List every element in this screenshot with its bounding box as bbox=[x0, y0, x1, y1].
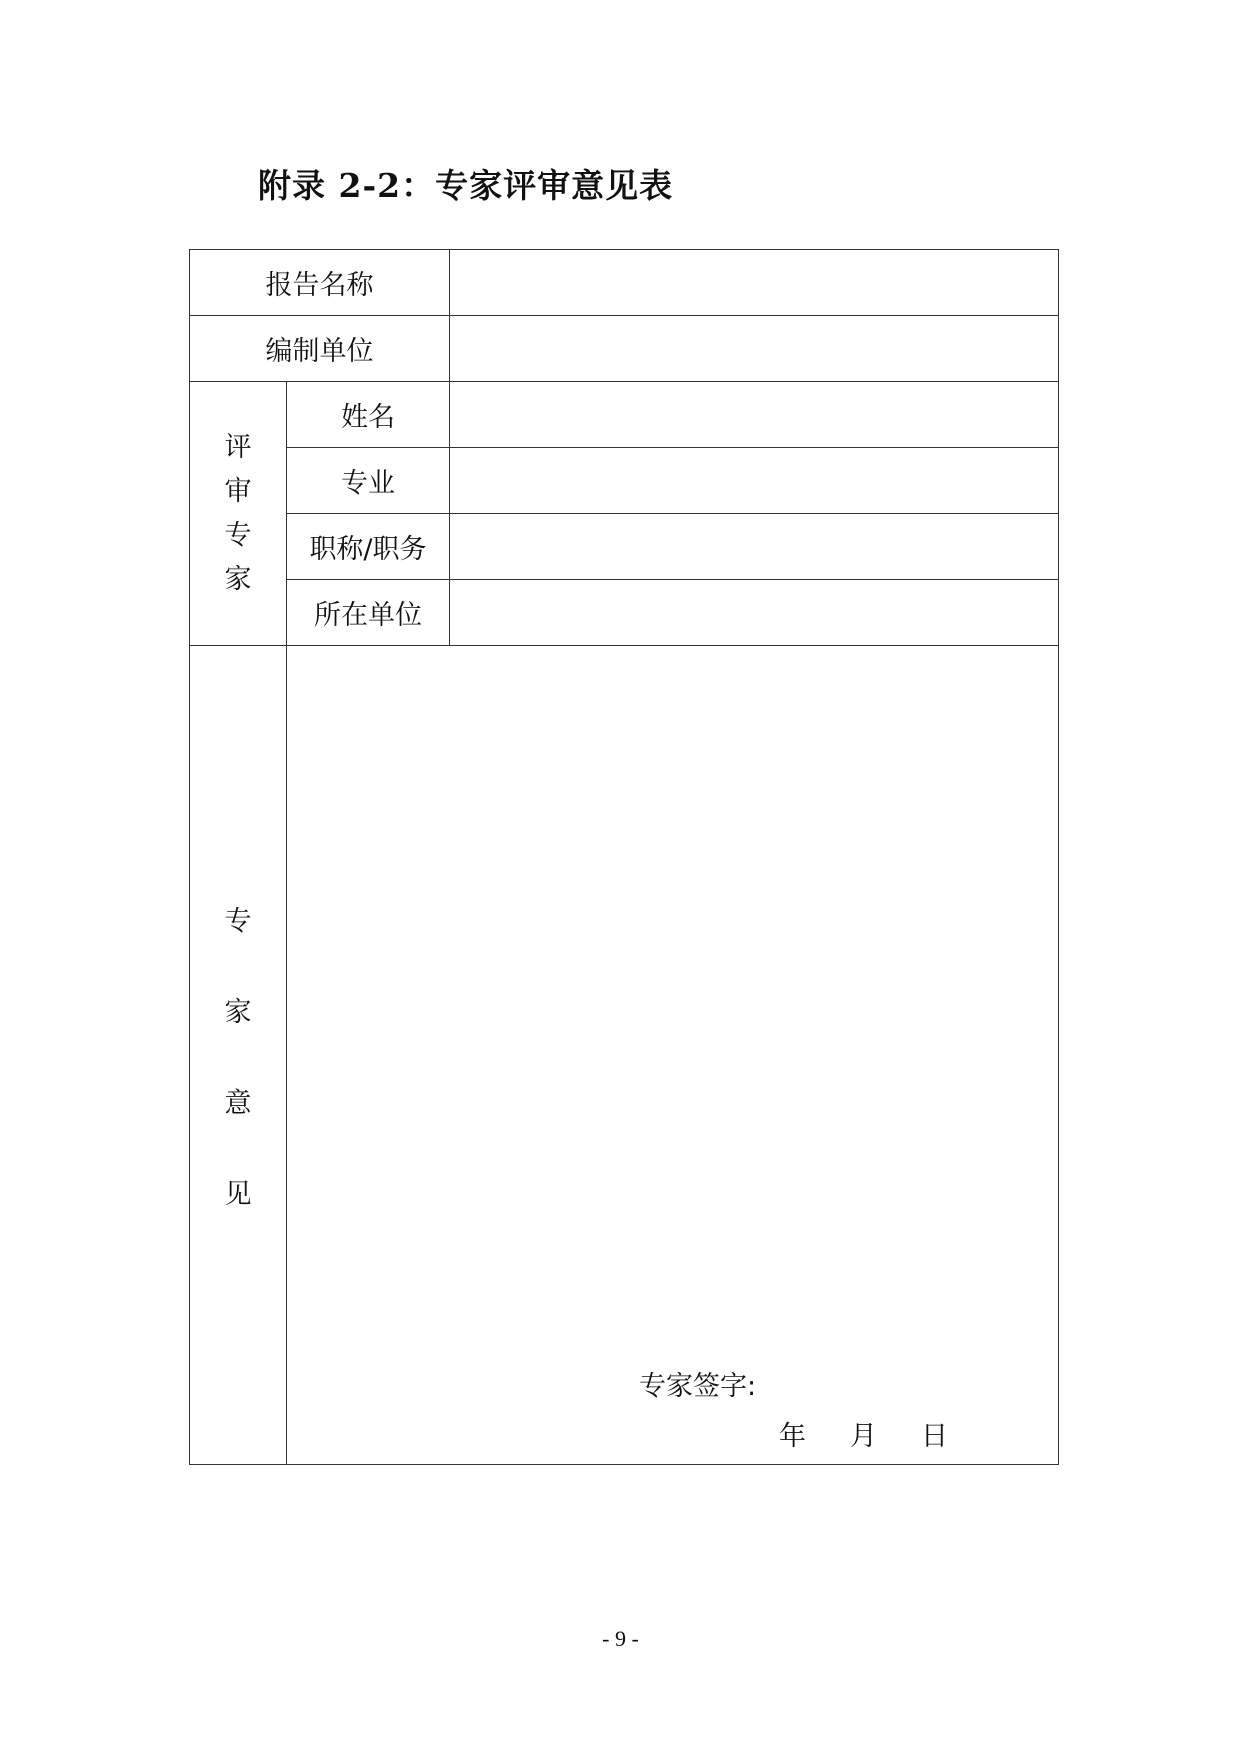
expert-unit-label: 所在单位 bbox=[287, 580, 450, 646]
compiler-label: 编制单位 bbox=[190, 316, 450, 382]
expert-review-form bbox=[189, 249, 1059, 1465]
report-name-row bbox=[190, 250, 1059, 316]
expert-title-row bbox=[190, 514, 1059, 580]
expert-title-field[interactable] bbox=[450, 514, 1059, 580]
expert-group-char: 审 bbox=[224, 475, 252, 507]
date-month-label: 月 bbox=[850, 1421, 877, 1452]
opinion-label bbox=[190, 646, 287, 1465]
compiler-row bbox=[190, 316, 1059, 382]
date-day-label: 日 bbox=[921, 1421, 948, 1452]
expert-title-label: 职称/职务 bbox=[287, 514, 450, 580]
expert-group-label bbox=[190, 382, 287, 646]
expert-name-field[interactable] bbox=[450, 382, 1059, 448]
expert-major-label: 专业 bbox=[287, 448, 450, 514]
page-number: - 9 - bbox=[602, 1626, 639, 1651]
opinion-label-char: 专 bbox=[224, 906, 252, 937]
report-name-label: 报告名称 bbox=[190, 250, 450, 316]
report-name-field[interactable] bbox=[450, 250, 1059, 316]
opinion-row bbox=[190, 646, 1059, 1465]
date-year-label: 年 bbox=[779, 1421, 806, 1452]
expert-major-field[interactable] bbox=[450, 448, 1059, 514]
expert-unit-row bbox=[190, 580, 1059, 646]
expert-unit-field[interactable] bbox=[450, 580, 1059, 646]
expert-name-row bbox=[190, 382, 1059, 448]
expert-major-row bbox=[190, 448, 1059, 514]
date-line bbox=[779, 1414, 948, 1453]
expert-group-char: 专 bbox=[224, 519, 252, 551]
expert-name-label: 姓名 bbox=[287, 382, 450, 448]
expert-group-char: 家 bbox=[224, 563, 252, 595]
opinion-label-char: 家 bbox=[224, 997, 252, 1028]
compiler-field[interactable] bbox=[450, 316, 1059, 382]
signature-label: 专家签字: bbox=[639, 1371, 757, 1402]
opinion-area[interactable] bbox=[287, 646, 1059, 1465]
opinion-label-char: 意 bbox=[224, 1088, 252, 1119]
expert-group-char: 评 bbox=[224, 431, 252, 463]
opinion-label-char: 见 bbox=[224, 1179, 252, 1210]
page-title: 附录 2-2：专家评审意见表 bbox=[258, 166, 674, 205]
